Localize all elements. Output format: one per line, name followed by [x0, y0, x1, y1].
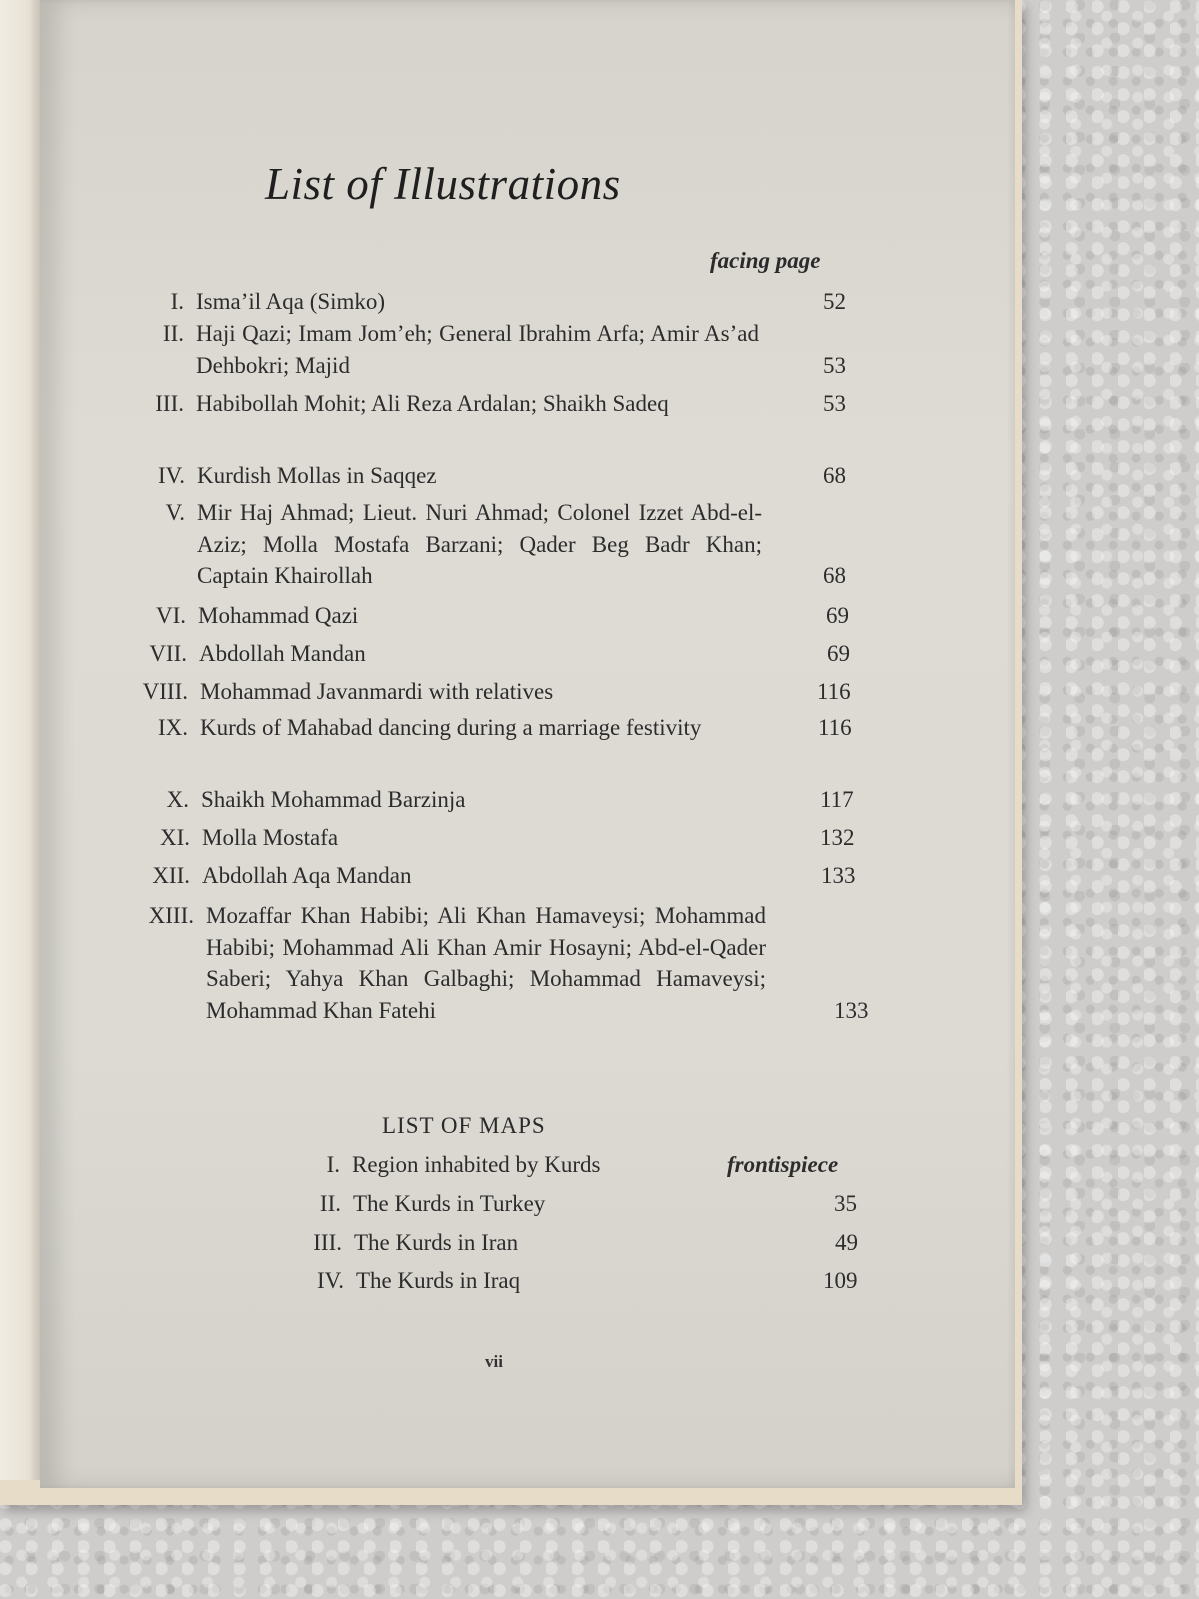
- entry-number: XII.: [152, 863, 190, 888]
- illustration-entry-1: [170, 286, 846, 318]
- entry-title: Habibollah Mohit; Ali Reza Ardalan; Shaikh Sadeq: [196, 391, 669, 416]
- entry-page: 116: [818, 715, 852, 740]
- map-entry-1: [326, 1152, 839, 1178]
- illustration-entry-7: [149, 638, 850, 670]
- map-page: 49: [835, 1230, 858, 1255]
- entry-page: 133: [821, 863, 856, 888]
- entry-number: I.: [170, 289, 184, 314]
- map-title: The Kurds in Iran: [354, 1230, 519, 1255]
- entry-number: VI.: [155, 603, 186, 628]
- map-page: 109: [823, 1268, 858, 1293]
- illustration-entry-2: [162, 318, 846, 381]
- maps-heading: LIST OF MAPS: [382, 1113, 546, 1138]
- map-number: III.: [313, 1230, 342, 1255]
- entry-number: V.: [165, 500, 185, 525]
- map-title: Region inhabited by Kurds: [352, 1152, 601, 1177]
- book-spine-edge: [0, 0, 40, 1480]
- entry-page: 52: [823, 289, 846, 314]
- book-page: [40, 0, 1015, 1488]
- entry-number: VII.: [149, 641, 187, 666]
- map-number: II.: [319, 1191, 341, 1216]
- map-title: The Kurds in Turkey: [353, 1191, 546, 1216]
- illustration-entry-9: [157, 712, 852, 744]
- illustration-entry-3: [155, 388, 846, 420]
- entry-number: XIII.: [148, 903, 194, 928]
- map-title: The Kurds in Iraq: [356, 1268, 521, 1293]
- illustration-entry-8: [142, 676, 851, 708]
- entry-title: Abdollah Mandan: [199, 641, 366, 666]
- page-title: List of Illustrations: [265, 159, 621, 209]
- map-number: I.: [326, 1152, 340, 1177]
- page-number: vii: [485, 1352, 503, 1371]
- entry-title: Mir Haj Ahmad; Lieut. Nuri Ahmad; Colonel Izzet Abd-el-Aziz; Molla Mostafa Barzani; Qader Beg Badr Khan; Captain Khairollah: [197, 500, 762, 588]
- map-page: 35: [834, 1191, 857, 1216]
- illustration-entry-4: [157, 460, 846, 492]
- map-entry-2: [319, 1191, 857, 1217]
- entry-title: Mohammad Javanmardi with relatives: [200, 679, 554, 704]
- map-number: IV.: [316, 1268, 344, 1293]
- entry-page: 69: [826, 603, 849, 628]
- facing-page-label: facing page: [710, 248, 821, 273]
- entry-page: 53: [823, 352, 846, 378]
- entry-title: Mohammad Qazi: [198, 603, 359, 628]
- entry-page: 68: [823, 463, 846, 488]
- entry-page: 133: [834, 997, 869, 1023]
- entry-page: 132: [820, 825, 855, 850]
- entry-title: Kurds of Mahabad dancing during a marriage festivity: [200, 715, 702, 740]
- entry-page: 69: [827, 641, 850, 666]
- entry-page: 116: [817, 679, 851, 704]
- entry-number: IX.: [157, 715, 188, 740]
- illustration-entry-6: [155, 600, 849, 632]
- map-entry-4: [316, 1268, 858, 1294]
- entry-page: 117: [820, 787, 854, 812]
- entry-page: 68: [823, 563, 846, 588]
- entry-title: Mozaffar Khan Habibi; Ali Khan Hamaveysi; Mohammad Habibi; Mohammad Ali Khan Amir Hosayni; Abd-el-Qader Saberi; Yahya Khan Galbaghi; Mohammad Hamaveysi; Mohammad Khan Fatehi: [206, 903, 766, 1023]
- entry-title: Kurdish Mollas in Saqqez: [197, 463, 437, 488]
- illustration-entry-11: [159, 822, 855, 854]
- entry-number: XI.: [159, 825, 190, 850]
- entry-number: II.: [162, 321, 184, 346]
- map-entry-3: [313, 1230, 858, 1256]
- entry-number: X.: [166, 787, 189, 812]
- entry-title: Abdollah Aqa Mandan: [202, 863, 412, 888]
- entry-number: VIII.: [142, 679, 188, 704]
- map-page: frontispiece: [727, 1152, 839, 1177]
- illustration-entry-10: [166, 784, 854, 816]
- illustration-entry-13: [148, 900, 869, 1026]
- entry-page: 53: [823, 391, 846, 416]
- entry-number: IV.: [157, 463, 185, 488]
- entry-title: Shaikh Mohammad Barzinja: [201, 787, 466, 812]
- entry-title: Isma’il Aqa (Simko): [196, 289, 386, 314]
- entry-title: Molla Mostafa: [202, 825, 339, 850]
- entry-number: III.: [155, 391, 184, 416]
- illustration-entry-12: [152, 860, 856, 892]
- illustration-entry-5: [165, 497, 846, 592]
- entry-title: Haji Qazi; Imam Jom’eh; General Ibrahim Arfa; Amir As’ad Dehbokri; Majid: [196, 321, 759, 378]
